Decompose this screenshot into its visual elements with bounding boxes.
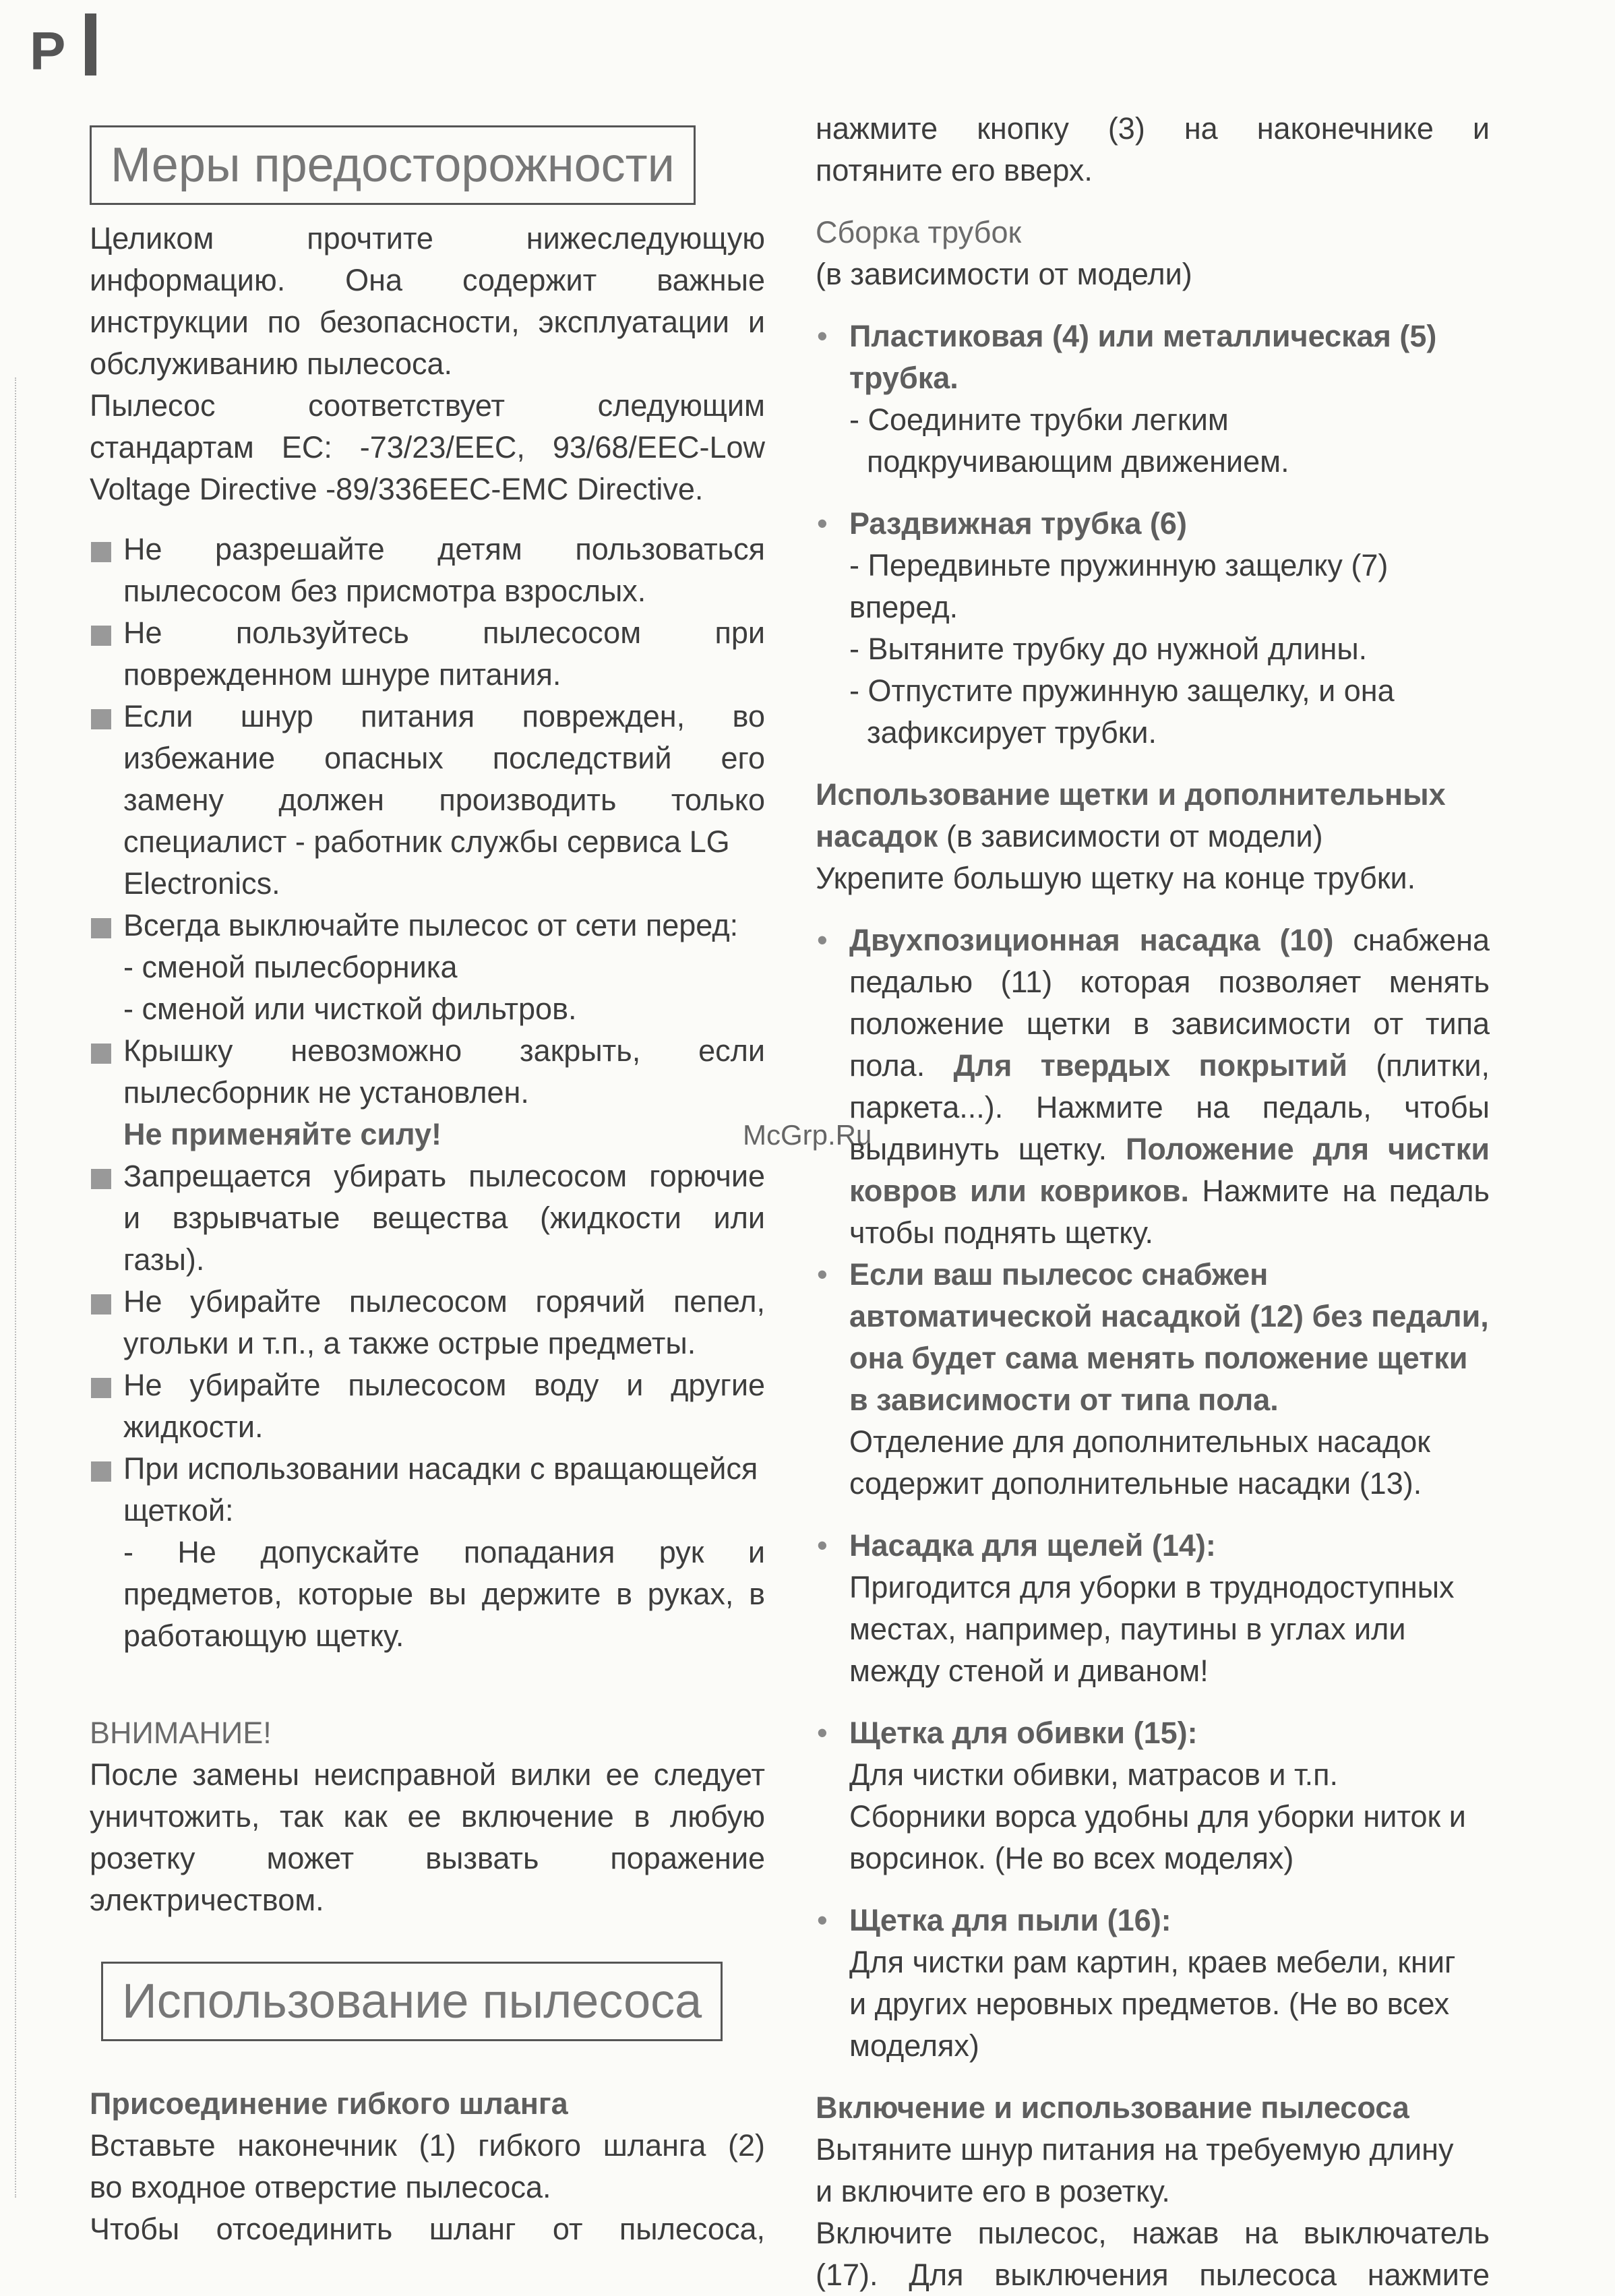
hose-title: Присоединение гибкого шланга [90, 2086, 568, 2121]
warning-item: Не убирайте пылесосом воду и другие жидкости. [90, 1364, 765, 1448]
precautions-intro [90, 218, 765, 510]
attention-title: ВНИМАНИЕ! [90, 1716, 272, 1750]
attention-block: ВНИМАНИЕ! После замены неисправной вилки ее следует уничтожить, так как ее включение в любую розетку может вызвать поражение электричеством. [90, 1712, 765, 1921]
header-bar [85, 13, 96, 75]
bullet-square-icon [91, 709, 111, 729]
section-title-precautions: Меры предосторожности [90, 125, 696, 205]
sub-item: предметов, которые вы держите в руках, в [123, 1577, 765, 1611]
warning-item: Запрещается убирать пылесосом горючие и взрывчатые вещества (жидкости или газы). [90, 1155, 765, 1281]
warnings-list [90, 528, 765, 1657]
crevice-nozzle: • Насадка для щелей (14): Пригодится для уборки в труднодоступных местах, например, паутины в углах или между стеной и диваном! [816, 1525, 1490, 1692]
sub-item: - сменой или чисткой фильтров. [123, 992, 577, 1026]
intro-line: Пылесос соответствует следующим [90, 388, 765, 423]
bullet-square-icon [91, 542, 111, 562]
intro-line: обслуживанию пылесоса. [90, 346, 453, 381]
section-title-usage: Использование пылесоса [101, 1962, 723, 2041]
dust-brush: • Щетка для пыли (16): Для чистки рам картин, краев мебели, книг и других неровных предметов. (Не во всех моделях) [816, 1900, 1490, 2067]
bullet-dot-icon: • [817, 506, 828, 541]
bullet-square-icon [91, 1169, 111, 1189]
page-letter: P [30, 21, 67, 81]
intro-line: стандартам ЕС: -73/23/EEC, 93/68/EEC-Low [90, 430, 765, 464]
warning-item: Крышку невозможно закрыть, если пылесборник не установлен. Не применяйте силу! [90, 1030, 765, 1155]
bullet-square-icon [91, 918, 111, 938]
tube-item: • Раздвижная трубка (6) - Передвиньте пружинную защелку (7) вперед. - Вытяните трубку до нужной длины. - Отпустите пружинную защелку, и она зафиксирует трубки. [816, 503, 1490, 754]
upholstery-brush: • Щетка для обивки (15): Для чистки обивки, матрасов и т.п. Сборники ворса удобны для уборки ниток и ворсинок. (Не во всех моделях) [816, 1712, 1490, 1879]
bullet-dot-icon: • [817, 1716, 828, 1750]
auto-nozzle: • Если ваш пылесос снабжен автоматической насадкой (12) без педали, она будет сама менять положение щетки в зависимости от типа пола. Отделение для дополнительных насадок содержит дополнительные насадки (13). [816, 1254, 1490, 1505]
warning-item: Не разрешайте детям пользоваться пылесосом без присмотра взрослых. [90, 528, 765, 612]
bullet-square-icon [91, 1461, 111, 1482]
bullet-square-icon [91, 1378, 111, 1398]
bullet-square-icon [91, 1294, 111, 1315]
tube-item: • Пластиковая (4) или металлическая (5) трубка. - Соедините трубки легким подкручивающим движением. [816, 315, 1490, 483]
power-title: Включение и использование пылесоса [816, 2090, 1409, 2125]
tubes-title: Сборка трубок [816, 215, 1022, 249]
brush-title: Использование щетки и дополнительных [816, 777, 1446, 812]
intro-line: Целиком прочтите нижеследующую [90, 221, 765, 255]
warning-item: Не пользуйтесь пылесосом при поврежденном шнуре питания. [90, 612, 765, 696]
warning-item: Если шнур питания поврежден, во избежание опасных последствий его замену должен производить только специалист - работник службы сервиса LG Electronics. [90, 696, 765, 905]
bullet-square-icon [91, 626, 111, 646]
bullet-dot-icon: • [817, 1257, 828, 1292]
sub-item: - сменой пылесборника [123, 950, 458, 984]
intro-line: информацию. Она содержит важные [90, 263, 765, 297]
bullet-dot-icon: • [817, 1528, 828, 1563]
warning-item: При использовании насадки с вращающейся щеткой: - Не допускайте попадания рук и предметов, которые вы держите в руках, в работающую щетку. [90, 1448, 765, 1657]
bullet-square-icon [91, 1044, 111, 1064]
hose-block: Присоединение гибкого шланга Вставьте наконечник (1) гибкого шланга (2) во входное отверстие пылесоса. Чтобы отсоединить шланг от пылесоса, [90, 2083, 765, 2250]
intro-line: Voltage Directive -89/336EEC-EMC Directive. [90, 472, 704, 506]
bullet-dot-icon: • [817, 923, 828, 957]
watermark: McGrp.Ru [743, 1119, 872, 1151]
binding-dots [15, 377, 17, 2198]
warning-item: Всегда выключайте пылесос от сети перед: - сменой пылесборника - сменой или чисткой фильтров. [90, 905, 765, 1030]
bullet-dot-icon: • [817, 319, 828, 353]
no-force-note: Не применяйте силу! [123, 1117, 442, 1151]
warning-item: Не убирайте пылесосом горячий пепел, угольки и т.п., а также острые предметы. [90, 1281, 765, 1364]
sub-item: работающую щетку. [123, 1619, 404, 1653]
intro-line: инструкции по безопасности, эксплуатации и [90, 305, 765, 339]
right-column: нажмите кнопку (3) на наконечнике и потяните его вверх. Сборка трубок (в зависимости от модели) • Пластиковая (4) или металлическая (5) трубка. - Соедините трубки легким подкручивающим движением. • Раздвижная трубка (6) - Передвиньте пружинную защелку (7) вперед. - Вытяните трубку до нужной длины. - Отпустите пружинную защелку, и она зафиксирует трубки. Использование щетки и дополнительных насадок (в зависимости от модели) Укрепите большую щетку на конце трубки. • Двухпозиционная насадка (10) снабжена педалью (11) которая позволяет менять положение щетки в зависимости от типа пола. Для твердых покрытий (плитки, паркета...). Нажмите на педаль, чтобы выдвинуть щетку. Положение для чистки ковров или ковриков. Нажмите на педаль чтобы поднять щетку. • Если ваш пылесос снабжен автоматической насадкой (12) без педали, она будет сама менять положение щетки в зависимости от типа пола. Отделение для дополнительных насадок содержит дополнительные насадки (13). • Насадка для щелей (14): Пригодится для уборки в труднодоступных местах, например, паутины в углах или между стеной и диваном! • Щетка для обивки (15): Для чистки обивки, матрасов и т.п. Сборники ворса удобны для уборки ниток и ворсинок. (Не во всех моделях) • Щетка для пыли (16): Для чистки рам картин, краев мебели, книг и других неровных предметов. (Не во всех моделях) Включение и использование пылесоса Вытяните шнур питания на требуемую длину и включите его в розетку. Включите пылесос, нажав на выключатель (17). Для выключения пылесоса нажмите [816, 111, 1490, 2292]
two-position-nozzle: • Двухпозиционная насадка (10) снабжена педалью (11) которая позволяет менять положение щетки в зависимости от типа пола. Для твердых покрытий (плитки, паркета...). Нажмите на педаль, чтобы выдвинуть щетку. Положение для чистки ковров или ковриков. Нажмите на педаль чтобы поднять щетку. [816, 919, 1490, 1254]
sub-item: - Не допускайте попадания рук и [123, 1535, 765, 1569]
bullet-dot-icon: • [817, 1903, 828, 1937]
